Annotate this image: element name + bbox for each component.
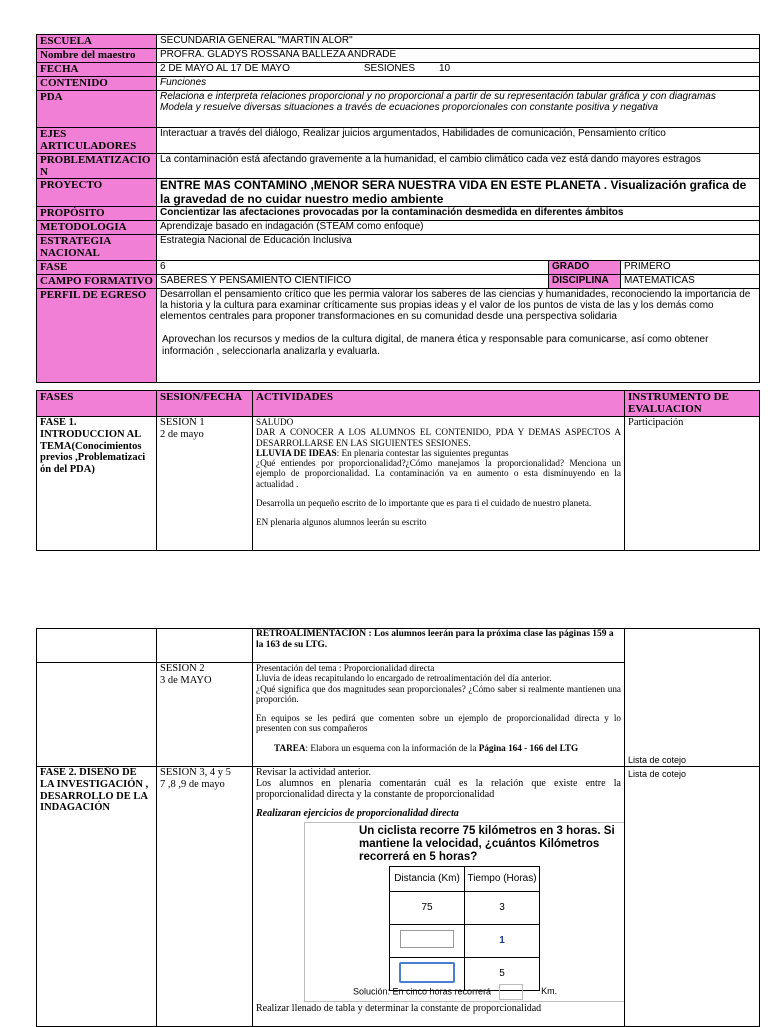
pda-line-1: Relaciona e interpreta relaciones proporcional y no proporcional a partir de su representación tabular gráfica y con diagramas (160, 91, 716, 102)
plenaria-text: EN plenaria algunos alumnos leerán su escrito (256, 517, 427, 528)
proposito-label: PROPÓSITO (37, 207, 157, 221)
exercise-distance-1: 75 (390, 891, 465, 924)
s2-tarea-pages: Página 164 - 166 del LTG (478, 742, 579, 753)
grado-value: PRIMERO (621, 260, 760, 274)
s2-presentacion: Presentación del tema : Proporcionalidad directa (256, 663, 435, 673)
fase1-instrument: Participación (625, 417, 760, 551)
sesiones-value: 10 (439, 63, 451, 74)
metodologia-label: METODOLOGIA (37, 221, 157, 235)
saludo-text: SALUDO (256, 417, 294, 427)
fase-value: 6 (157, 260, 549, 274)
fase1-session-cell (157, 417, 253, 551)
exercise-question: Un ciclista recorre 75 kilómetros en 3 horas. Si mantiene la velocidad, ¿cuántos Kilómetros recorrerá en 5 horas? (359, 824, 615, 863)
s3-date: 7 ,8 ,9 de mayo (160, 778, 225, 790)
actividades-header: ACTIVIDADES (253, 391, 625, 417)
exercise-unit: Km. (541, 986, 558, 997)
campo-label: CAMPO FORMATIVO (37, 274, 157, 288)
perfil-paragraph-1: Desarrollan el pensamiento crítico que les permia valorar los saberes de las ciencias y humanidades, reconociendo la importancia de la historia y la cultura para examinar críticamente sus propias ideas y el valor de los puntos de vista de las y los demás como elementos centrales para proponer transformaciones en su comunidad desde una perspectiva solidaria (160, 288, 751, 323)
s3-instrument: Lista de cotejo (625, 767, 760, 1027)
fecha-cell (157, 63, 760, 77)
exercise-time-3: 5 (465, 957, 540, 990)
plan-activities-table (36, 390, 760, 551)
s2-session: SESION 2 (160, 663, 205, 674)
lluvia-rest: : En plenaria contestar las siguientes preguntas (336, 447, 509, 458)
retro-text: RETROALIMENTACIÓN : Los alumnos leerán para la próxima clase las páginas 159 a la 163 de su LTG. (253, 629, 625, 663)
fase1-activities (253, 417, 625, 551)
s2-fase-cell (37, 663, 157, 767)
exercise-solution-box[interactable] (499, 984, 523, 1000)
ejes-value: Interactuar a través del diálogo, Realizar juicios argumentados, Habilidades de comunicación, Pensamiento crítico (157, 128, 760, 154)
maestro-value: PROFRA. GLADYS ROSSANA BALLEZA ANDRADE (157, 49, 760, 63)
exercise-solution-text: Solución: En cinco horas recorrerá (353, 986, 492, 997)
disciplina-label: DISCIPLINA (549, 274, 621, 288)
exercise-answer-box-active[interactable] (399, 962, 455, 983)
s3-llenado: Realizar llenado de tabla y determinar la constante de proporcionalidad (256, 1002, 542, 1014)
s2-pregunta: ¿Qué significa que dos magnitudes sean proporcionales? ¿Cómo saber si realmente mantienen una proporción. (256, 683, 621, 704)
escuela-label: ESCUELA (37, 35, 157, 49)
problematizacion-value: La contaminación está afectando gravemente a la humanidad, el cambio climático cada vez está dando mayores estragos (157, 153, 760, 179)
fase1-session: SESION 1 (160, 417, 205, 428)
perfil-cell (157, 288, 760, 382)
exercise-time-1: 3 (465, 891, 540, 924)
exercise-time-2: 1 (465, 924, 540, 957)
pda-cell (157, 91, 760, 128)
pda-label: PDA (37, 91, 157, 128)
perfil-paragraph-2: Aprovechan los recursos y medios de la cultura digital, de manera ética y responsable para comunicarse, así como obtener información , seleccionarla analizarla y evaluarla. (162, 334, 709, 357)
fecha-value: 2 DE MAYO AL 17 DE MAYO (160, 63, 290, 74)
grado-label: GRADO (549, 260, 621, 274)
instrumento-header: INSTRUMENTO DE EVALUACION (625, 391, 760, 417)
ejes-label: EJES ARTICULADORES (37, 128, 157, 154)
s2-tarea-rest: : Elabora un esquema con la información de la (305, 742, 479, 753)
fecha-label: FECHA (37, 63, 157, 77)
escuela-value: SECUNDARIA GENERAL "MARTIN ALOR" (157, 35, 760, 49)
exercise-solution (353, 984, 557, 1000)
retro-fase-cell (37, 629, 157, 663)
escrito-text: Desarrolla un pequeño escrito de lo importante que es para ti el cuidado de nuestro planeta. (256, 498, 592, 509)
estrategia-value: Estrategia Nacional de Educación Inclusiva (157, 235, 760, 261)
disciplina-value: MATEMATICAS (621, 274, 760, 288)
s2-instrument: Lista de cotejo (625, 629, 760, 767)
s3-session: SESION 3, 4 y 5 (160, 767, 231, 778)
maestro-label: Nombre del maestro (37, 49, 157, 63)
lluvia-text (256, 448, 621, 458)
s2-date: 3 de MAYO (160, 674, 212, 686)
s3-ejercicios: Realizaran ejercicios de proporcionalidad directa (256, 807, 459, 819)
exercise-image (304, 822, 625, 1002)
lluvia-bold: LLUVIA DE IDEAS (256, 447, 337, 458)
exercise-col-distance: Distancia (Km) (390, 866, 465, 891)
s2-activities (253, 663, 625, 767)
s3-activities (253, 767, 625, 1027)
proposito-value: Concientizar las afectaciones provocadas por la contaminación desmedida en diferentes ámbitos (157, 207, 760, 221)
problematizacion-label: PROBLEMATIZACIO N (37, 153, 157, 179)
s2-tarea-bold: TAREA (274, 742, 306, 753)
perfil-label: PERFIL DE EGRESO (37, 288, 157, 382)
retro-session-cell (157, 629, 253, 663)
s3-revisar: Revisar la actividad anterior. (256, 767, 371, 778)
fase-label: FASE (37, 260, 157, 274)
fase1-title: FASE 1. INTRODUCCION AL TEMA(Conocimientos previos ,Problematizaci ón del PDA) (37, 417, 157, 551)
preguntas-text: ¿Qué entiendes por proporcionalidad?¿Cómo manejamos la proporcionalidad? Menciona un ejemplo de proporcionalidad. La contaminación va en aumento o esta disminuyendo en la actualidad . (256, 458, 621, 489)
dar-conocer-text: DAR A CONOCER A LOS ALUMNOS EL CONTENIDO, PDA Y DEMAS ASPECTOS A DESARROLLARSE EN LAS SIGUIENTES SESIONES. (256, 427, 621, 448)
s2-session-cell (157, 663, 253, 767)
s2-tarea (256, 743, 621, 753)
proyecto-label: PROYECTO (37, 179, 157, 207)
exercise-distance-2-cell (390, 924, 465, 957)
fases-header: FASES (37, 391, 157, 417)
metodologia-value: Aprendizaje basado en indagación (STEAM como enfoque) (157, 221, 760, 235)
contenido-label: CONTENIDO (37, 77, 157, 91)
exercise-table (389, 866, 540, 991)
s3-session-cell (157, 767, 253, 1027)
sesiones-label: SESIONES (363, 63, 415, 74)
s2-lluvia: Lluvia de ideas recapitulando lo encargado de retroalimentación del día anterior. (256, 673, 552, 684)
campo-value: SABERES Y PENSAMIENTO CIENTIFICO (157, 274, 549, 288)
exercise-answer-box[interactable] (400, 930, 454, 948)
s3-alumnos: Los alumnos en plenaria comentarán cuál es la relación que existe entre la proporcionalidad directa y la constante de proporcionalidad (256, 778, 621, 801)
fase2-title: FASE 2. DISEÑO DE LA INVESTIGACIÓN , DESARROLLO DE LA INDAGACIÓN (37, 767, 157, 1027)
proyecto-value: ENTRE MAS CONTAMINO ,MENOR SERA NUESTRA VIDA EN ESTE PLANETA . Visualización grafica de la gravedad de no cuidar nuestro medio ambiente (157, 179, 760, 207)
pda-line-2: Modela y resuelve diversas situaciones a través de ecuaciones proporcionales con constante positiva y negativa (160, 102, 659, 114)
plan-header-table (36, 34, 760, 383)
exercise-col-time: Tiempo (Horas) (465, 866, 540, 891)
s2-equipos: En equipos se les pedirá que comenten sobre un ejemplo de proporcionalidad directa y lo presenten con sus compañeros (256, 713, 621, 734)
fase1-date: 2 de mayo (160, 428, 204, 440)
contenido-value: Funciones (157, 77, 760, 91)
estrategia-label: ESTRATEGIA NACIONAL (37, 235, 157, 261)
plan-continuation-table (36, 628, 760, 1027)
sesion-header: SESION/FECHA (157, 391, 253, 417)
